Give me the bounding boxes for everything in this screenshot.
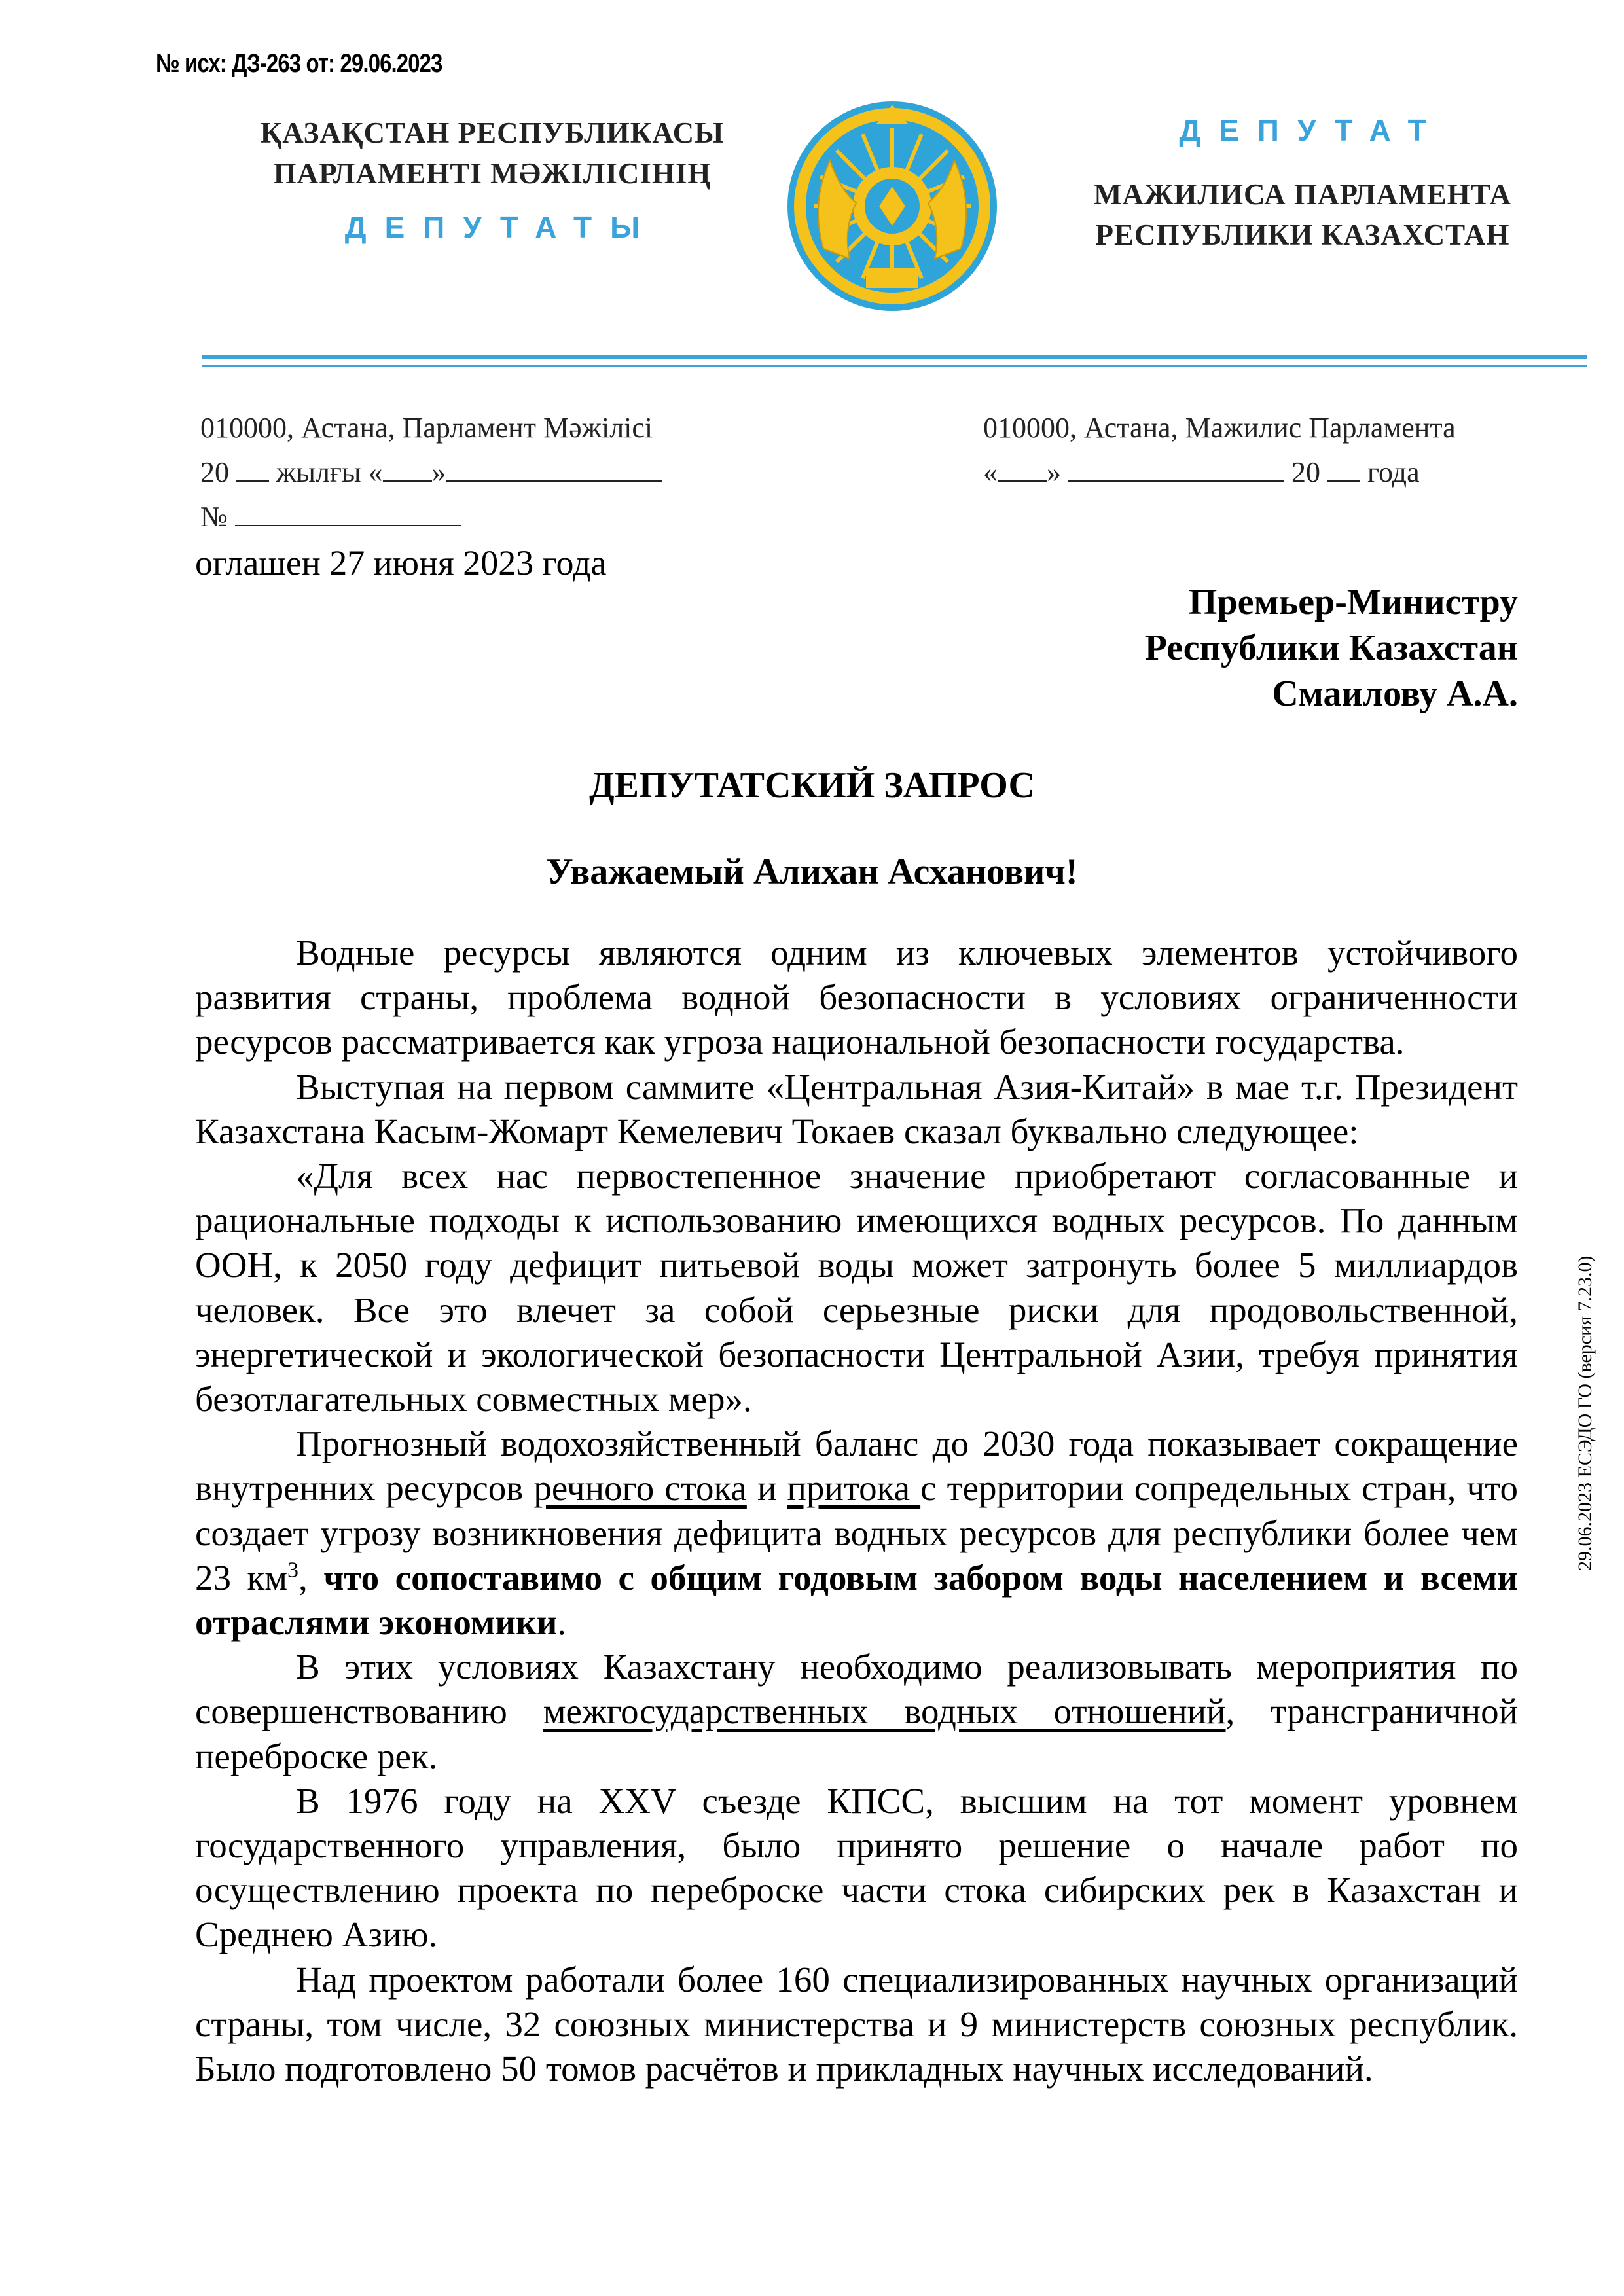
underlined-run: межгосударственных водных отношений — [543, 1691, 1226, 1732]
letterhead-left-line2: ПАРЛАМЕНТІ МӘЖІЛІСІНІҢ — [273, 157, 712, 190]
address-right — [983, 406, 1456, 495]
outgoing-number: № исх: ДЗ-263 от: 29.06.2023 — [156, 49, 442, 78]
quote-open: « — [983, 456, 998, 488]
paragraph-5 — [195, 1645, 1518, 1779]
quote-close: » — [1047, 456, 1061, 488]
year-prefix: 20 — [200, 456, 229, 488]
text-run: Прогнозный водохозяйственный баланс до 2030 года показывает сокращение внутренних ресурсов — [195, 1424, 1518, 1509]
greeting: Уважаемый Алихан Асханович! — [546, 852, 1078, 892]
blank-line — [446, 457, 662, 482]
text-run: , — [298, 1557, 324, 1598]
recipient-block — [1145, 579, 1518, 717]
letter-body — [195, 931, 1518, 2091]
address-right-line1: 010000, Астана, Мажилис Парламента — [983, 412, 1456, 444]
paragraph-7: Над проектом работали более 160 специализированных научных организаций страны, том числе, 32 союзных министерства и 9 министерств союзных республик. Было подготовлено 50 томов расчётов и прикладных научных исследований. — [195, 1959, 1518, 2089]
bold-run: что сопоставимо с общим годовым забором воды населением и всеми отраслями экономики — [195, 1557, 1519, 1643]
blank-line — [998, 457, 1047, 482]
blank-line — [383, 457, 432, 482]
address-right-date — [983, 450, 1456, 495]
text-run: . — [557, 1602, 567, 1643]
header-divider — [202, 355, 1587, 359]
year-suffix: года — [1367, 456, 1420, 488]
header-divider-thin — [202, 365, 1587, 367]
letterhead-left-line1: ҚАЗАҚСТАН РЕСПУБЛИКАСЫ — [260, 117, 725, 149]
blank-line — [235, 501, 461, 526]
side-stamp: 29.06.2023 ЕСЭДО ГО (версия 7.23.0) — [1574, 1255, 1596, 1571]
address-left-number — [200, 495, 662, 539]
text-run: с территории сопредельных стран, что создает угрозу возникновения дефицита водных ресурсов для республики более чем 23 км — [195, 1468, 1519, 1598]
address-left-date — [200, 450, 662, 495]
recipient-line2: Республики Казахстан — [1144, 628, 1518, 668]
year-prefix: 20 — [1291, 456, 1320, 488]
address-left-line1: 010000, Астана, Парламент Мәжілісі — [200, 412, 653, 444]
letterhead-right-line2: РЕСПУБЛИКИ КАЗАХСТАН — [1095, 219, 1510, 251]
document-title: ДЕПУТАТСКИЙ ЗАПРОС — [589, 765, 1035, 806]
text-run: и — [746, 1468, 787, 1509]
address-left — [200, 406, 662, 539]
recipient-line1: Премьер-Министру — [1188, 582, 1518, 622]
letterhead-right-title: ДЕПУТАТ — [1179, 113, 1445, 147]
blank-line — [236, 457, 269, 482]
kazakhstan-state-emblem-icon — [784, 98, 1000, 314]
paragraph-4 — [195, 1422, 1518, 1645]
recipient-line3: Смаилову А.А. — [1272, 673, 1518, 714]
paragraph-1: Водные ресурсы являются одним из ключевых элементов устойчивого развития страны, проблема водной безопасности в условиях ограниченности ресурсов рассматривается как угроза национальной безопасности государства. — [195, 933, 1518, 1062]
announced-date: оглашен 27 июня 2023 года — [195, 543, 607, 583]
letterhead-right — [1060, 113, 1545, 255]
number-sign: № — [200, 501, 228, 533]
paragraph-3: «Для всех нас первостепенное значение приобретают согласованные и рациональные подходы к использованию имеющихся водных ресурсов. По данным ООН, к 2050 году дефицит питьевой воды может затронуть более 5 миллиардов человек. Все это влечет за собой серьезные риски для продовольственной, энергетической и экологической безопасности Центральной Азии, требуя принятия безотлагательных совместных мер». — [195, 1156, 1518, 1420]
text-run: В этих условиях Казахстану необходимо реализовывать мероприятия по совершенствованию — [195, 1647, 1518, 1732]
superscript: 3 — [287, 1558, 299, 1583]
paragraph-6: В 1976 году на XXV съезде КПСС, высшим на тот момент уровнем государственного управления, было принято решение о начале работ по осуществлению проекта по переброске части стока сибирских рек в Казахстан и Среднею Азию. — [195, 1780, 1518, 1955]
blank-line — [1327, 457, 1360, 482]
letterhead-right-line1: МАЖИЛИСА ПАРЛАМЕНТА — [1093, 178, 1512, 211]
year-text: жылғы « — [276, 456, 383, 488]
letterhead-left — [244, 113, 741, 245]
underlined-run: притока — [787, 1468, 921, 1509]
text-run: , трансграничной переброске рек. — [195, 1691, 1518, 1776]
letterhead-left-title: ДЕПУТАТЫ — [344, 210, 659, 244]
quote-close: » — [431, 456, 446, 488]
underlined-run: речного стока — [533, 1468, 747, 1509]
blank-line — [1068, 457, 1284, 482]
paragraph-2: Выступая на первом саммите «Центральная Азия-Китай» в мае т.г. Президент Казахстана Касым-Жомарт Кемелевич Токаев сказал буквально следующее: — [195, 1066, 1518, 1151]
